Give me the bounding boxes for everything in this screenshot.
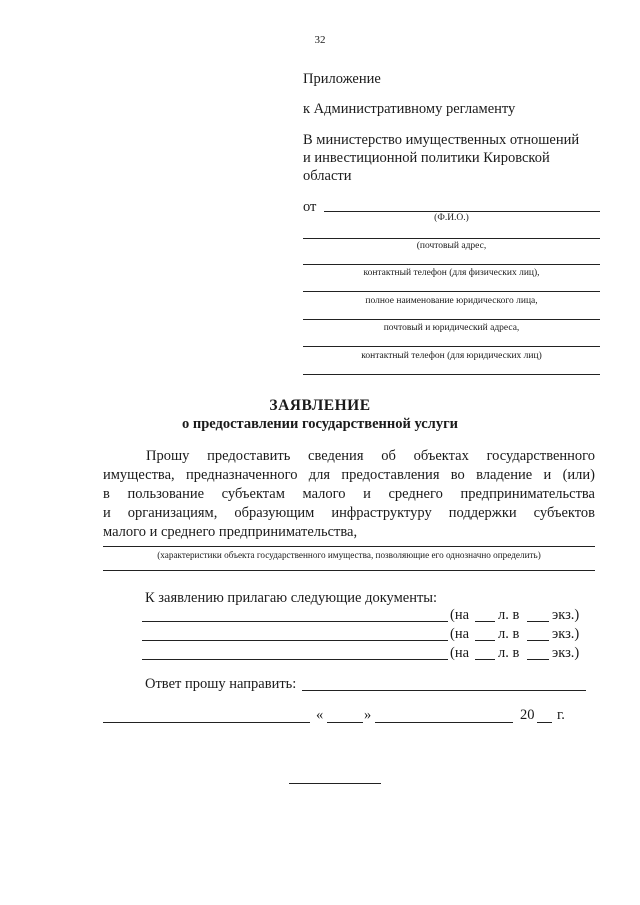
body-line-4: и организациям, образующим инфраструктуру поддержки субъектов (103, 505, 595, 521)
attach-ekz-1: экз.) (552, 607, 580, 623)
date-day-line[interactable] (327, 722, 363, 723)
caption-org-name: полное наименование юридического лица, (365, 296, 538, 306)
body-line-3: в пользование субъектам малого и среднего предпринимательства (103, 486, 595, 502)
attach-na-1: (на (450, 607, 470, 623)
attach-doc-line-1[interactable] (142, 621, 448, 622)
attach-copies-1[interactable] (527, 621, 549, 622)
caption-phone-individual: контактный телефон (для физических лиц), (363, 268, 540, 278)
attach-ekz-2: экз.) (552, 626, 580, 642)
closing-separator (289, 783, 381, 784)
caption-fio: (Ф.И.О.) (434, 213, 469, 223)
applicant-line-4[interactable] (303, 291, 600, 292)
attach-doc-line-3[interactable] (142, 659, 448, 660)
addressee-line-1: В министерство имущественных отношений (303, 132, 580, 148)
applicant-line-2[interactable] (303, 238, 600, 239)
date-close-quote: » (364, 707, 372, 723)
caption-postal: (почтовый адрес, (416, 241, 487, 251)
applicant-name-line[interactable] (324, 211, 600, 212)
attach-na-2: (на (450, 626, 470, 642)
body-line-5: малого и среднего предпринимательства, (103, 524, 358, 540)
attach-l-1: л. в (498, 607, 520, 623)
document-title: ЗАЯВЛЕНИЕ (269, 397, 371, 414)
body-line-2: имущества, предназначенного для предоставления во владение и (или) (103, 467, 595, 483)
reply-line[interactable] (302, 690, 586, 691)
attach-pages-2[interactable] (475, 640, 495, 641)
caption-addresses: почтовый и юридический адреса, (383, 323, 520, 333)
applicant-line-3[interactable] (303, 264, 600, 265)
object-line-1[interactable] (103, 546, 595, 547)
addressee-line-3: области (303, 168, 352, 184)
attach-label: К заявлению прилагаю следующие документы: (145, 590, 438, 606)
body-line-1: Прошу предоставить сведения об объектах государственного (146, 448, 595, 464)
attach-pages-3[interactable] (475, 659, 495, 660)
applicant-line-6[interactable] (303, 346, 600, 347)
date-open-quote: « (316, 707, 324, 723)
signature-line[interactable] (103, 722, 310, 723)
appendix-to: к Административному регламенту (303, 101, 516, 117)
date-year-suffix: г. (557, 707, 565, 723)
appendix-label: Приложение (303, 71, 381, 87)
addressee-line-2: и инвестиционной политики Кировской (303, 150, 550, 166)
attach-pages-1[interactable] (475, 621, 495, 622)
object-caption: (характеристики объекта государственного имущества, позволяющие его однозначно определить) (157, 550, 541, 560)
date-year-line[interactable] (537, 722, 552, 723)
request-paragraph (103, 447, 595, 542)
page-number: 32 (314, 34, 326, 46)
attach-l-2: л. в (498, 626, 520, 642)
document-subtitle: о предоставлении государственной услуги (181, 416, 459, 432)
attach-na-3: (на (450, 645, 470, 661)
applicant-line-5[interactable] (303, 319, 600, 320)
date-month-line[interactable] (375, 722, 513, 723)
attach-doc-line-2[interactable] (142, 640, 448, 641)
caption-phone-org: контактный телефон (для юридических лиц) (361, 351, 542, 361)
from-label: от (303, 199, 317, 215)
applicant-line-7[interactable] (303, 374, 600, 375)
attach-copies-2[interactable] (527, 640, 549, 641)
object-line-2[interactable] (103, 570, 595, 571)
attach-ekz-3: экз.) (552, 645, 580, 661)
attach-l-3: л. в (498, 645, 520, 661)
attach-copies-3[interactable] (527, 659, 549, 660)
date-year-prefix: 20 (520, 707, 535, 723)
reply-label: Ответ прошу направить: (145, 676, 297, 692)
